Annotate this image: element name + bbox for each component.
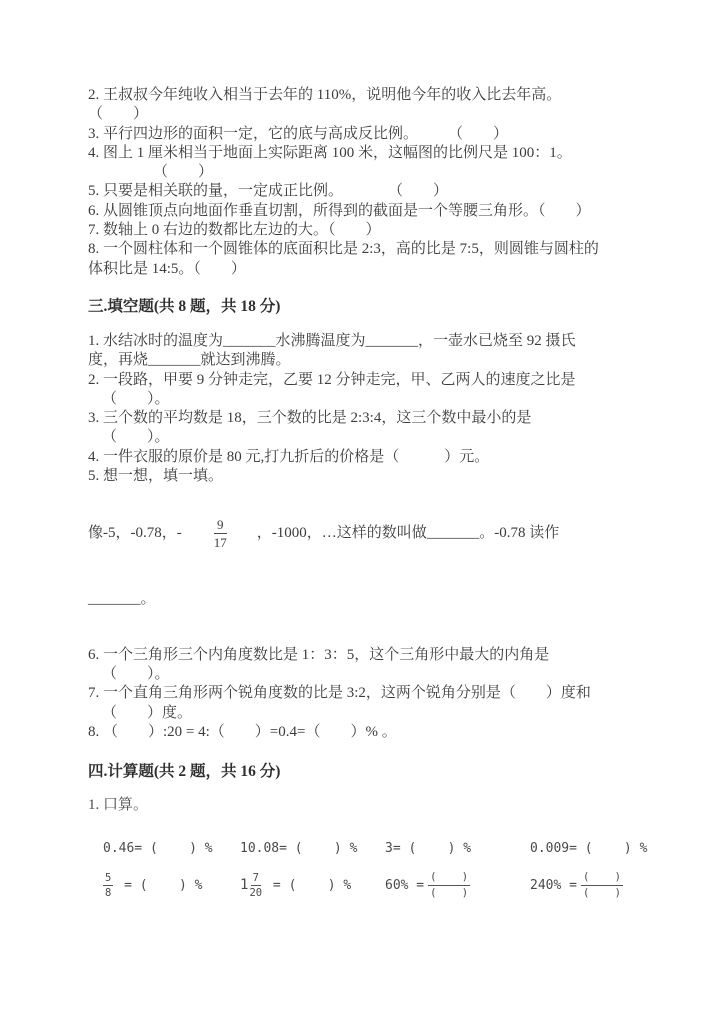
fraction-5-8 — [103, 872, 113, 899]
calc-item-percent-to-fraction — [385, 871, 530, 900]
blank-fraction — [428, 871, 470, 900]
answer-bracket-line: （ ）。 — [102, 665, 170, 682]
fill-section — [88, 332, 632, 742]
fraction-denominator: 20 — [249, 886, 263, 899]
fraction-numerator: 5 — [105, 871, 112, 884]
answer-bracket-line: （ ） — [153, 164, 214, 181]
calc-item-rest: = ( ) % — [116, 877, 203, 893]
mixed-number-whole: 1 — [240, 876, 249, 893]
fill-section-part-b — [88, 646, 632, 742]
answer-bracket-line: （ ）度。 — [102, 704, 193, 721]
calc-item: 10.08= ( ) % — [240, 841, 358, 857]
judgment-line: 3. 平行四边形的面积一定，它的底与高成反比例。 （ ） — [88, 125, 509, 142]
fill-section-title: 三.填空题(共 8 题，共 18 分) — [88, 297, 281, 315]
fraction-numerator: 9 — [214, 517, 227, 534]
fill-line: 3. 三个数的平均数是 18，三个数的比是 2:3:4，这三个数中最小的是 — [88, 410, 532, 427]
fraction-7-20 — [249, 872, 262, 899]
blank-fraction-numerator: ( ) — [428, 871, 470, 886]
calc-item-mixed-number — [240, 871, 385, 900]
calc-item: 0.009= ( ) % — [530, 841, 648, 857]
answer-bracket-line: （ ） — [88, 106, 149, 123]
judgment-section — [88, 86, 632, 279]
fill-line: 6. 一个三角形三个内角度数比是 1：3：5，这个三角形中最大的内角是 — [88, 646, 550, 663]
calc-section-title: 四.计算题(共 2 题，共 16 分) — [88, 763, 281, 781]
calc-item: 0.46= ( ) % — [103, 841, 213, 857]
answer-bracket-line: （ ）。 — [102, 390, 170, 407]
blank-fraction-denominator: ( ) — [430, 886, 469, 899]
oral-calc-subtitle: 1. 口算。 — [88, 797, 149, 814]
judgment-line: 6. 从圆锥顶点向地面作垂直切割，所得到的截面是一个等腰三角形。（ ） — [88, 202, 591, 219]
line-prefix: 像-5，-0.78，- — [88, 524, 182, 541]
calc-item: 3= ( ) % — [385, 841, 472, 857]
judgment-line: 体积比是 14:5。（ ） — [88, 260, 246, 277]
fraction-9-17 — [214, 517, 227, 550]
fill-line: 1. 水结冰时的温度为_______水沸腾温度为_______，一壶水已烧至 92 摄氏 — [88, 332, 576, 349]
judgment-line: 8. 一个圆柱体和一个圆锥体的底面积比是 2:3，高的比是 7:5，则圆锥与圆柱的 — [88, 241, 599, 258]
fraction-numerator: 7 — [252, 871, 259, 884]
calc-item-lhs: 60% = — [385, 877, 425, 893]
blank-fraction — [581, 871, 623, 900]
line-suffix: ，-1000，…这样的数叫做_______。-0.78 读作 — [256, 524, 560, 541]
fill-line: 度，再烧_______就达到沸腾。 — [88, 352, 291, 369]
fill-line: 7. 一个直角三角形两个锐角度数的比是 3:2，这两个锐角分别是（ ）度和 — [88, 685, 591, 702]
judgment-line: 7. 数轴上 0 右边的数都比左边的大。（ ） — [88, 222, 381, 239]
judgment-line: 5. 只要是相关联的量，一定成正比例。 （ ） — [88, 183, 449, 200]
calc-item-fraction-5-8 — [103, 871, 240, 900]
negative-numbers-line — [88, 512, 632, 554]
calc-item-lhs: 240% = — [530, 877, 577, 893]
oral-calc-row-2 — [88, 871, 632, 900]
fill-line: 4. 一件衣服的原价是 80 元,打九折后的价格是（ ）元。 — [88, 448, 490, 465]
calc-item-rest: = ( ) % — [265, 877, 352, 893]
answer-bracket-line: （ ）。 — [102, 429, 170, 446]
blank-answer-line: _______。 — [88, 591, 156, 608]
judgment-line: 4. 图上 1 厘米相当于地面上实际距离 100 米，这幅图的比例尺是 100：1。 — [88, 144, 572, 161]
fraction-denominator: 8 — [105, 886, 112, 899]
fill-line: 5. 想一想，填一填。 — [88, 468, 224, 485]
judgment-line: 2. 王叔叔今年纯收入相当于去年的 110%，说明他今年的收入比去年高。 — [88, 87, 562, 103]
fraction-denominator: 17 — [213, 534, 227, 550]
fill-line: 2. 一段路，甲要 9 分钟走完，乙要 12 分钟走完，甲、乙两人的速度之比是 — [88, 371, 576, 388]
fill-line: 8. （ ）:20 = 4:（ ）=0.4=（ ）% 。 — [88, 723, 397, 740]
calc-item-percent-to-fraction — [530, 871, 632, 900]
blank-fraction-denominator: ( ) — [582, 886, 621, 899]
blank-fraction-numerator: ( ) — [581, 871, 623, 886]
oral-calc-row-1 — [88, 839, 648, 858]
